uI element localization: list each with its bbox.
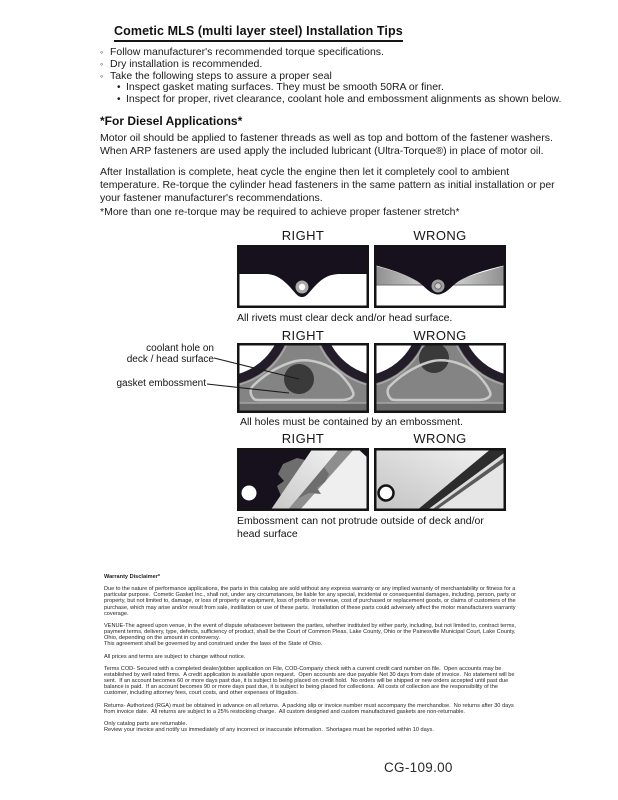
right-column-header: RIGHT bbox=[281, 228, 325, 243]
list-item bbox=[100, 94, 570, 106]
tip-text: Follow manufacturer's recommended torque specifications. bbox=[110, 46, 384, 58]
legal-paragraph: Due to the nature of performance applications, the parts in this catalog are sold without any express warranty or any implied warranty of merchantability or fitness for a particular purpose. Cometic Gasket Inc., shall not, under any circumstances, be liable for any special, incidental or consequential damages, including, person, party or property, but not limited to, damage, or loss of property or equipment, loss of profits or revenue, cost of purchased or replacement goods, or claims of customers of the purchase, which may arise and/or result from sale, instillation or use of these parts. Installation of these parts could adversely affect the motor manufacturers warranty coverage. bbox=[104, 586, 518, 617]
coolant-hole-label: coolant hole on deck / head surface bbox=[126, 343, 214, 365]
page-title: Cometic MLS (multi layer steel) Installation Tips bbox=[114, 24, 403, 42]
diagram-rivet-right bbox=[237, 245, 369, 308]
legal-paragraph: Terms COD- Secured with a completed dealer/jobber application on File, COD-Company check with a current credit card number on file. Open accounts may be established by well rated firms. A credit application is available upon request. Open accounts are due payable Net 30 days from date of invoice. No statement will be sent. If an account becomes 60 or more days past due, it is subject to being placed on credit hold. No orders will be shipped or new orders accepted until past due balance is paid. If an account becomes 90 or more days past due, it is subject to being placed for collections. All costs of collection are the responsibility of the customer, including attorney fees, court costs, and other expenses of litigation. bbox=[104, 665, 516, 697]
legal-paragraph: All prices and terms are subject to change without notice. bbox=[104, 653, 246, 660]
tip-text: Inspect gasket mating surfaces. They must be smooth 50RA or finer. bbox=[126, 81, 444, 94]
diagram-caption-holes: All holes must be contained by an embossment. bbox=[240, 416, 463, 428]
wrong-column-header: WRONG bbox=[413, 328, 467, 343]
legal-paragraph: Review your invoice and notify us immediately of any incorrect or inaccurate information. Shortages must be reported within 10 days. bbox=[104, 726, 434, 733]
legal-paragraph: Only catalog parts are returnable. bbox=[104, 720, 188, 727]
right-column-header: RIGHT bbox=[281, 328, 325, 343]
gasket-embossment-label: gasket embossment bbox=[116, 378, 206, 389]
wrong-column-header: WRONG bbox=[413, 228, 467, 243]
diagram-hole-wrong bbox=[374, 343, 506, 413]
open-bullet-icon: ◦ bbox=[100, 70, 104, 81]
diesel-applications-heading: *For Diesel Applications* bbox=[100, 114, 243, 128]
tip-text: Inspect for proper, rivet clearance, coolant hole and embossment alignments as shown below. bbox=[126, 93, 562, 106]
list-item bbox=[100, 59, 570, 71]
diagram-embossment-right bbox=[237, 448, 369, 511]
legal-paragraph: VENUE-The agreed upon venue, in the event of dispute whatsoever between the parties, whether instituted by either party, including, but not limited to, contract terms, payment terms, delivery, type, defects, sufficiency of product, shall be the Court of Common Pleas, Lake County, Ohio or the Painesville Municipal Court, Lake County, Ohio, depending on the amount in controversy. bbox=[104, 622, 518, 642]
filled-bullet-icon: • bbox=[117, 82, 121, 94]
tip-text: Dry installation is recommended. bbox=[110, 57, 263, 70]
installation-tips-list bbox=[100, 47, 570, 106]
diagram-caption-embossment: Embossment can not protrude outside of deck and/or head surface bbox=[237, 515, 484, 540]
wrong-column-header: WRONG bbox=[413, 431, 467, 446]
leader-lines bbox=[100, 340, 340, 410]
rivet-touching-illustration bbox=[374, 245, 506, 308]
legal-paragraph: Returns- Authorized (RGA) must be obtained in advance on all returns. A packing slip or invoice number must accompany the merchandise. No returns after 30 days from invoice date. All returns are subject to a 25% restocking charge. All custom designed and custom manufactured gaskets are non-returnable. bbox=[104, 702, 516, 715]
embossment-protruding-illustration bbox=[374, 448, 506, 511]
hole-not-contained-illustration bbox=[374, 343, 506, 413]
filled-bullet-icon: • bbox=[117, 94, 121, 106]
diesel-paragraph-2: After Installation is complete, heat cycle the engine then let it completely cool to ambient temperature. Re-torque the cylinder head fasteners in the same pattern as initial installation or per your fastener manufacturer's recommendations. bbox=[100, 166, 555, 204]
diesel-paragraph-1: Motor oil should be applied to fastener threads as well as top and bottom of the fastener washers. When ARP fasteners are used apply the included lubricant (Ultra-Torque®) in place of motor oil. bbox=[100, 132, 553, 157]
retorque-note: *More than one re-torque may be required to achieve proper fastener stretch* bbox=[100, 206, 460, 218]
warranty-disclaimer-block bbox=[104, 574, 518, 733]
open-bullet-icon: ◦ bbox=[100, 47, 104, 57]
tip-text: Take the following steps to assure a proper seal bbox=[110, 69, 332, 82]
open-bullet-icon: ◦ bbox=[100, 58, 104, 69]
diagram-embossment-wrong bbox=[374, 448, 506, 511]
diagram-caption-rivets: All rivets must clear deck and/or head surface. bbox=[237, 312, 453, 324]
page-number: CG-109.00 bbox=[384, 760, 453, 775]
embossment-inside-illustration bbox=[237, 448, 369, 511]
diagram-rivet-wrong bbox=[374, 245, 506, 308]
warranty-disclaimer-heading: Warranty Disclaimer* bbox=[104, 574, 161, 580]
rivet-clear-illustration bbox=[237, 245, 369, 308]
legal-paragraph: This agreement shall be governed by and construed under the laws of the State of Ohio. bbox=[104, 641, 323, 648]
right-column-header: RIGHT bbox=[281, 431, 325, 446]
